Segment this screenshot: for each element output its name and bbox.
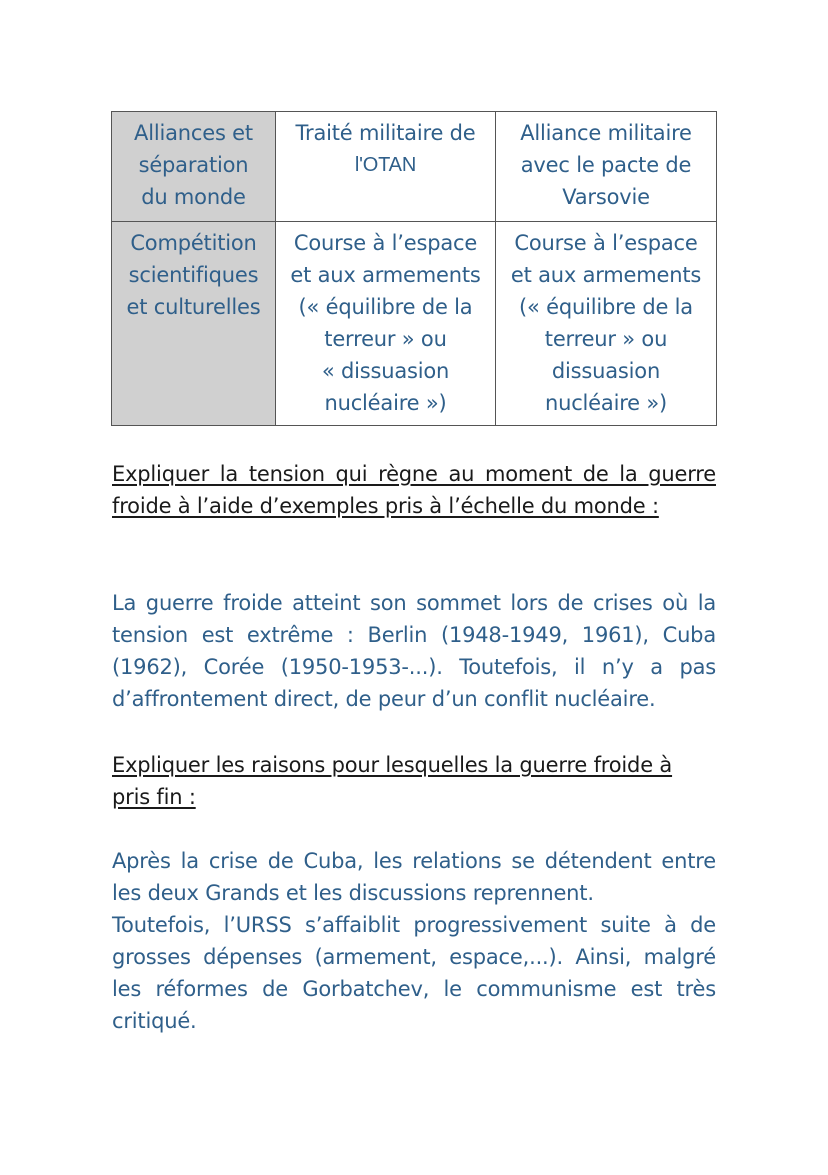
table-cell-east (496, 112, 717, 222)
cell-line: avec le pacte de (520, 153, 692, 177)
table-cell-east (496, 222, 717, 426)
table-cell-west (276, 112, 496, 222)
answer-tension: La guerre froide atteint son sommet lors de crises où la tension est extrême : Berlin (1948-1949, 1961), Cuba (1962), Corée (1950-1953-...). Toutefois, il n’y a pas d’affrontement direct, de peur d’un conflit nucléaire. (112, 591, 716, 711)
cell-line: scientifiques (128, 263, 259, 287)
cell-line: et aux armements (290, 263, 481, 287)
cell-line: nucléaire ») (544, 391, 668, 415)
cell-line: séparation (138, 153, 249, 177)
cell-line: du monde (141, 185, 246, 209)
table-row (112, 222, 717, 426)
cell-line: l'OTAN (354, 154, 417, 176)
cell-line: et culturelles (126, 295, 261, 319)
cell-line: Alliance militaire (520, 121, 692, 145)
cell-line: (« équilibre de la (298, 295, 473, 319)
cold-war-table (111, 111, 717, 426)
cell-line: Varsovie (562, 185, 650, 209)
cell-line: Traité militaire de (295, 121, 476, 145)
answer-end-paragraph-1: Après la crise de Cuba, les relations se détendent entre les deux Grands et les discussions reprennent. (112, 849, 716, 905)
cell-line: Compétition (130, 231, 257, 255)
question-tension: Expliquer la tension qui règne au moment de la guerre froide à l’aide d’exemples pris à l’échelle du monde : (112, 462, 716, 518)
cell-line: et aux armements (510, 263, 702, 287)
row-heading (112, 222, 276, 426)
cell-line: nucléaire ») (324, 391, 447, 415)
cell-line: dissuasion (551, 359, 661, 383)
row-heading (112, 112, 276, 222)
cell-line: (« équilibre de la (519, 295, 693, 319)
question-end-cold-war: Expliquer les raisons pour lesquelles la guerre froide à pris fin : (112, 753, 673, 809)
table-row (112, 112, 717, 222)
table-cell-west (276, 222, 496, 426)
cell-line: terreur » ou (544, 327, 668, 351)
cell-line: « dissuasion (321, 359, 450, 383)
cell-line: terreur » ou (324, 327, 447, 351)
answer-end-paragraph-2: Toutefois, l’URSS s’affaiblit progressivement suite à de grosses dépenses (armement, espace,...). Ainsi, malgré les réformes de Gorbatchev, le communisme est très critiqué. (112, 913, 716, 1033)
cell-line: Alliances et (134, 121, 253, 145)
cell-line: Course à l’espace (293, 231, 478, 255)
cell-line: Course à l’espace (514, 231, 698, 255)
